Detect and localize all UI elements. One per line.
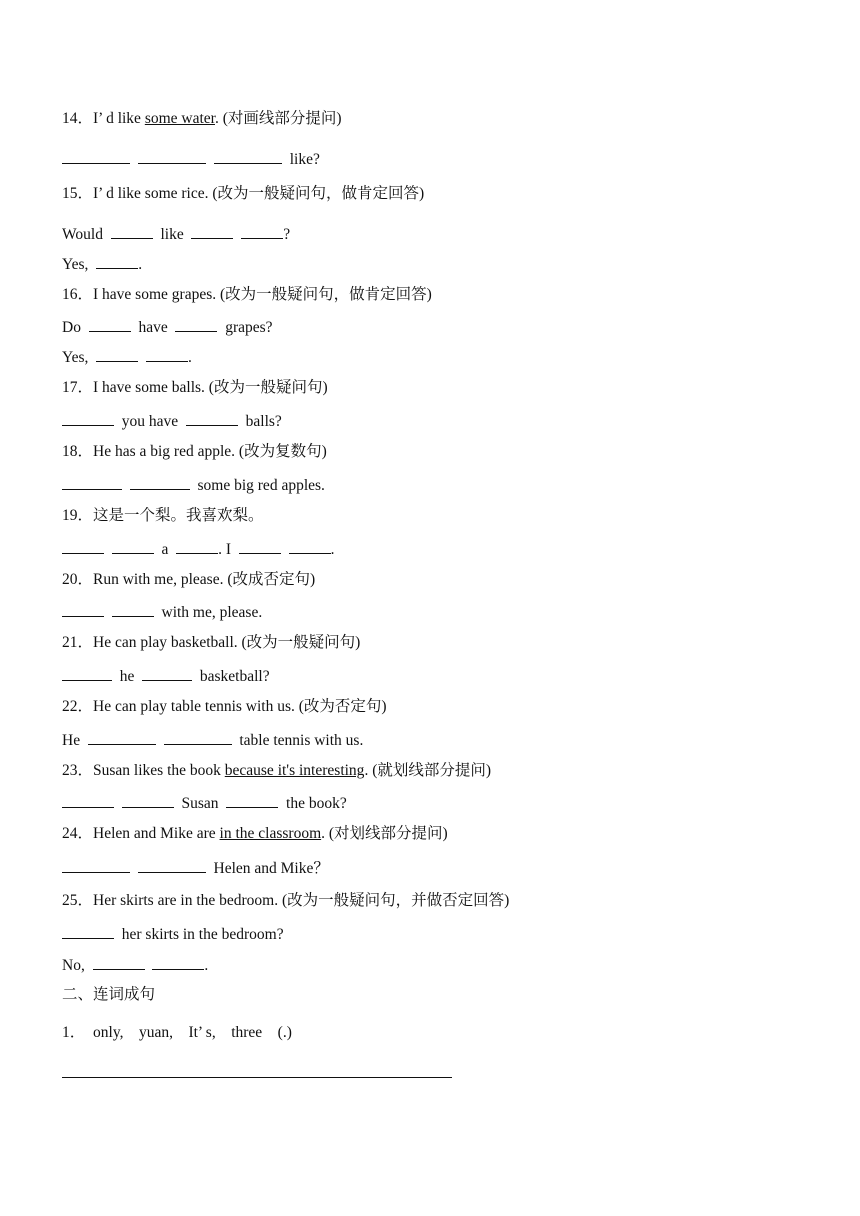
- answer-text: like?: [289, 151, 320, 168]
- underlined-phrase: some water: [144, 110, 215, 127]
- question-instruction: . (对划线部分提问): [321, 825, 448, 842]
- question-instruction: . (对画线部分提问): [214, 110, 342, 127]
- answer-blank[interactable]: [112, 539, 154, 554]
- answer-blank[interactable]: [191, 224, 233, 239]
- answer-blank[interactable]: [62, 666, 112, 681]
- answer-text: with me, please.: [161, 604, 263, 621]
- answer-25-line-1: [62, 924, 284, 945]
- answer-text: some big red apples.: [197, 477, 325, 494]
- answer-text: .: [187, 349, 192, 366]
- question-number: 1．: [62, 1024, 86, 1041]
- question-number: 16．: [62, 286, 94, 303]
- answer-text: Helen and Mike？: [213, 860, 329, 877]
- answer-blank[interactable]: [111, 224, 153, 239]
- question-22: [62, 697, 387, 717]
- question-17: [62, 378, 328, 398]
- answer-14: [62, 149, 320, 170]
- answer-blank[interactable]: [62, 924, 114, 939]
- answer-blank[interactable]: [62, 475, 122, 490]
- answer-text: like: [160, 226, 184, 243]
- answer-text: he: [119, 668, 135, 685]
- answer-blank[interactable]: [175, 317, 217, 332]
- question-19: [62, 506, 264, 526]
- question-18: [62, 442, 327, 462]
- question-text: 这是一个梨。我喜欢梨。: [93, 507, 264, 524]
- answer-blank[interactable]: [62, 793, 114, 808]
- question-number: 22．: [62, 698, 94, 715]
- question-text: Run with me, please. (改成否定句): [93, 571, 316, 588]
- answer-text: .: [330, 541, 335, 558]
- answer-24: [62, 858, 329, 879]
- question-15: [62, 184, 424, 204]
- answer-blank[interactable]: [89, 317, 131, 332]
- answer-blank[interactable]: [164, 730, 232, 745]
- answer-blank[interactable]: [96, 347, 138, 362]
- answer-text: . I: [218, 541, 232, 558]
- answer-text: Would: [62, 226, 103, 243]
- answer-blank[interactable]: [62, 858, 130, 873]
- answer-blank[interactable]: [96, 254, 138, 269]
- answer-text: table tennis with us.: [239, 732, 364, 749]
- answer-blank[interactable]: [88, 730, 156, 745]
- answer-blank[interactable]: [146, 347, 188, 362]
- underlined-phrase: in the classroom: [219, 825, 322, 842]
- question-number: 17．: [62, 379, 94, 396]
- answer-blank[interactable]: [62, 602, 104, 617]
- question-text: Her skirts are in the bedroom. (改为一般疑问句，并做否定回答): [93, 892, 510, 909]
- answer-text: her skirts in the bedroom?: [121, 926, 284, 943]
- answer-text: No,: [62, 957, 85, 974]
- question-number: 23．: [62, 762, 94, 779]
- question-24: [62, 824, 448, 844]
- question-text: Susan likes the book: [93, 762, 225, 779]
- answer-15-line-1: [62, 224, 290, 245]
- question-number: 19．: [62, 507, 94, 524]
- answer-text: basketball?: [199, 668, 270, 685]
- answer-text: Do: [62, 319, 81, 336]
- answer-blank[interactable]: [138, 858, 206, 873]
- question-number: 21．: [62, 634, 94, 651]
- answer-text: .: [138, 256, 143, 273]
- question-number: 18．: [62, 443, 94, 460]
- answer-text: He: [62, 732, 81, 749]
- answer-21: [62, 666, 270, 687]
- answer-blank[interactable]: [93, 955, 145, 970]
- answer-blank[interactable]: [122, 793, 174, 808]
- answer-blank[interactable]: [62, 149, 130, 164]
- question-16: [62, 285, 432, 305]
- scrambled-words: only, yuan, It’ s, three (.): [93, 1024, 292, 1041]
- answer-blank[interactable]: [112, 602, 154, 617]
- question-number: 15．: [62, 185, 94, 202]
- answer-blank[interactable]: [241, 224, 283, 239]
- answer-blank[interactable]: [152, 955, 204, 970]
- answer-blank[interactable]: [138, 149, 206, 164]
- question-text: He can play basketball. (改为一般疑问句): [93, 634, 361, 651]
- answer-text: the book?: [286, 795, 347, 812]
- section2-question-1: [62, 1023, 292, 1043]
- question-text: He has a big red apple. (改为复数句): [93, 443, 327, 460]
- answer-blank[interactable]: [62, 411, 114, 426]
- question-text: He can play table tennis with us. (改为否定句): [93, 698, 387, 715]
- answer-text: Susan: [181, 795, 219, 812]
- answer-16-line-2: [62, 347, 192, 368]
- answer-19: [62, 539, 334, 560]
- underlined-phrase: because it's interesting: [224, 762, 365, 779]
- question-text: I’ d like: [93, 110, 145, 127]
- question-text: I have some balls. (改为一般疑问句): [93, 379, 328, 396]
- answer-blank[interactable]: [130, 475, 190, 490]
- answer-text: ?: [283, 226, 291, 243]
- question-21: [62, 633, 360, 653]
- answer-15-line-2: [62, 254, 142, 275]
- question-text: I’ d like some rice. (改为一般疑问句，做肯定回答): [93, 185, 425, 202]
- answer-blank[interactable]: [142, 666, 192, 681]
- answer-text: .: [204, 957, 209, 974]
- answer-text: balls?: [245, 413, 282, 430]
- question-text: Helen and Mike are: [93, 825, 220, 842]
- question-25: [62, 891, 509, 911]
- answer-23: [62, 793, 347, 814]
- answer-text: Yes,: [62, 349, 89, 366]
- answer-22: [62, 730, 363, 751]
- answer-blank[interactable]: [239, 539, 281, 554]
- answer-text: have: [138, 319, 168, 336]
- question-number: 25．: [62, 892, 94, 909]
- question-text: I have some grapes. (改为一般疑问句，做肯定回答): [93, 286, 432, 303]
- question-number: 20．: [62, 571, 94, 588]
- answer-text: grapes?: [225, 319, 273, 336]
- question-number: 14．: [62, 110, 94, 127]
- answer-blank[interactable]: [176, 539, 218, 554]
- answer-blank[interactable]: [62, 539, 104, 554]
- answer-blank[interactable]: [186, 411, 238, 426]
- question-instruction: . (就划线部分提问): [364, 762, 492, 779]
- answer-blank[interactable]: [226, 793, 278, 808]
- answer-blank[interactable]: [289, 539, 331, 554]
- answer-25-line-2: [62, 955, 208, 976]
- answer-17: [62, 411, 282, 432]
- answer-text: you have: [121, 413, 179, 430]
- answer-blank[interactable]: [214, 149, 282, 164]
- answer-text: a: [161, 541, 169, 558]
- answer-16-line-1: [62, 317, 273, 338]
- answer-20: [62, 602, 262, 623]
- question-20: [62, 570, 315, 590]
- answer-18: [62, 475, 325, 496]
- question-number: 24．: [62, 825, 94, 842]
- section-title: 二、连词成句: [62, 986, 156, 1003]
- question-23: [62, 761, 491, 781]
- answer-line[interactable]: [62, 1077, 452, 1078]
- answer-text: Yes,: [62, 256, 89, 273]
- question-14: [62, 109, 342, 129]
